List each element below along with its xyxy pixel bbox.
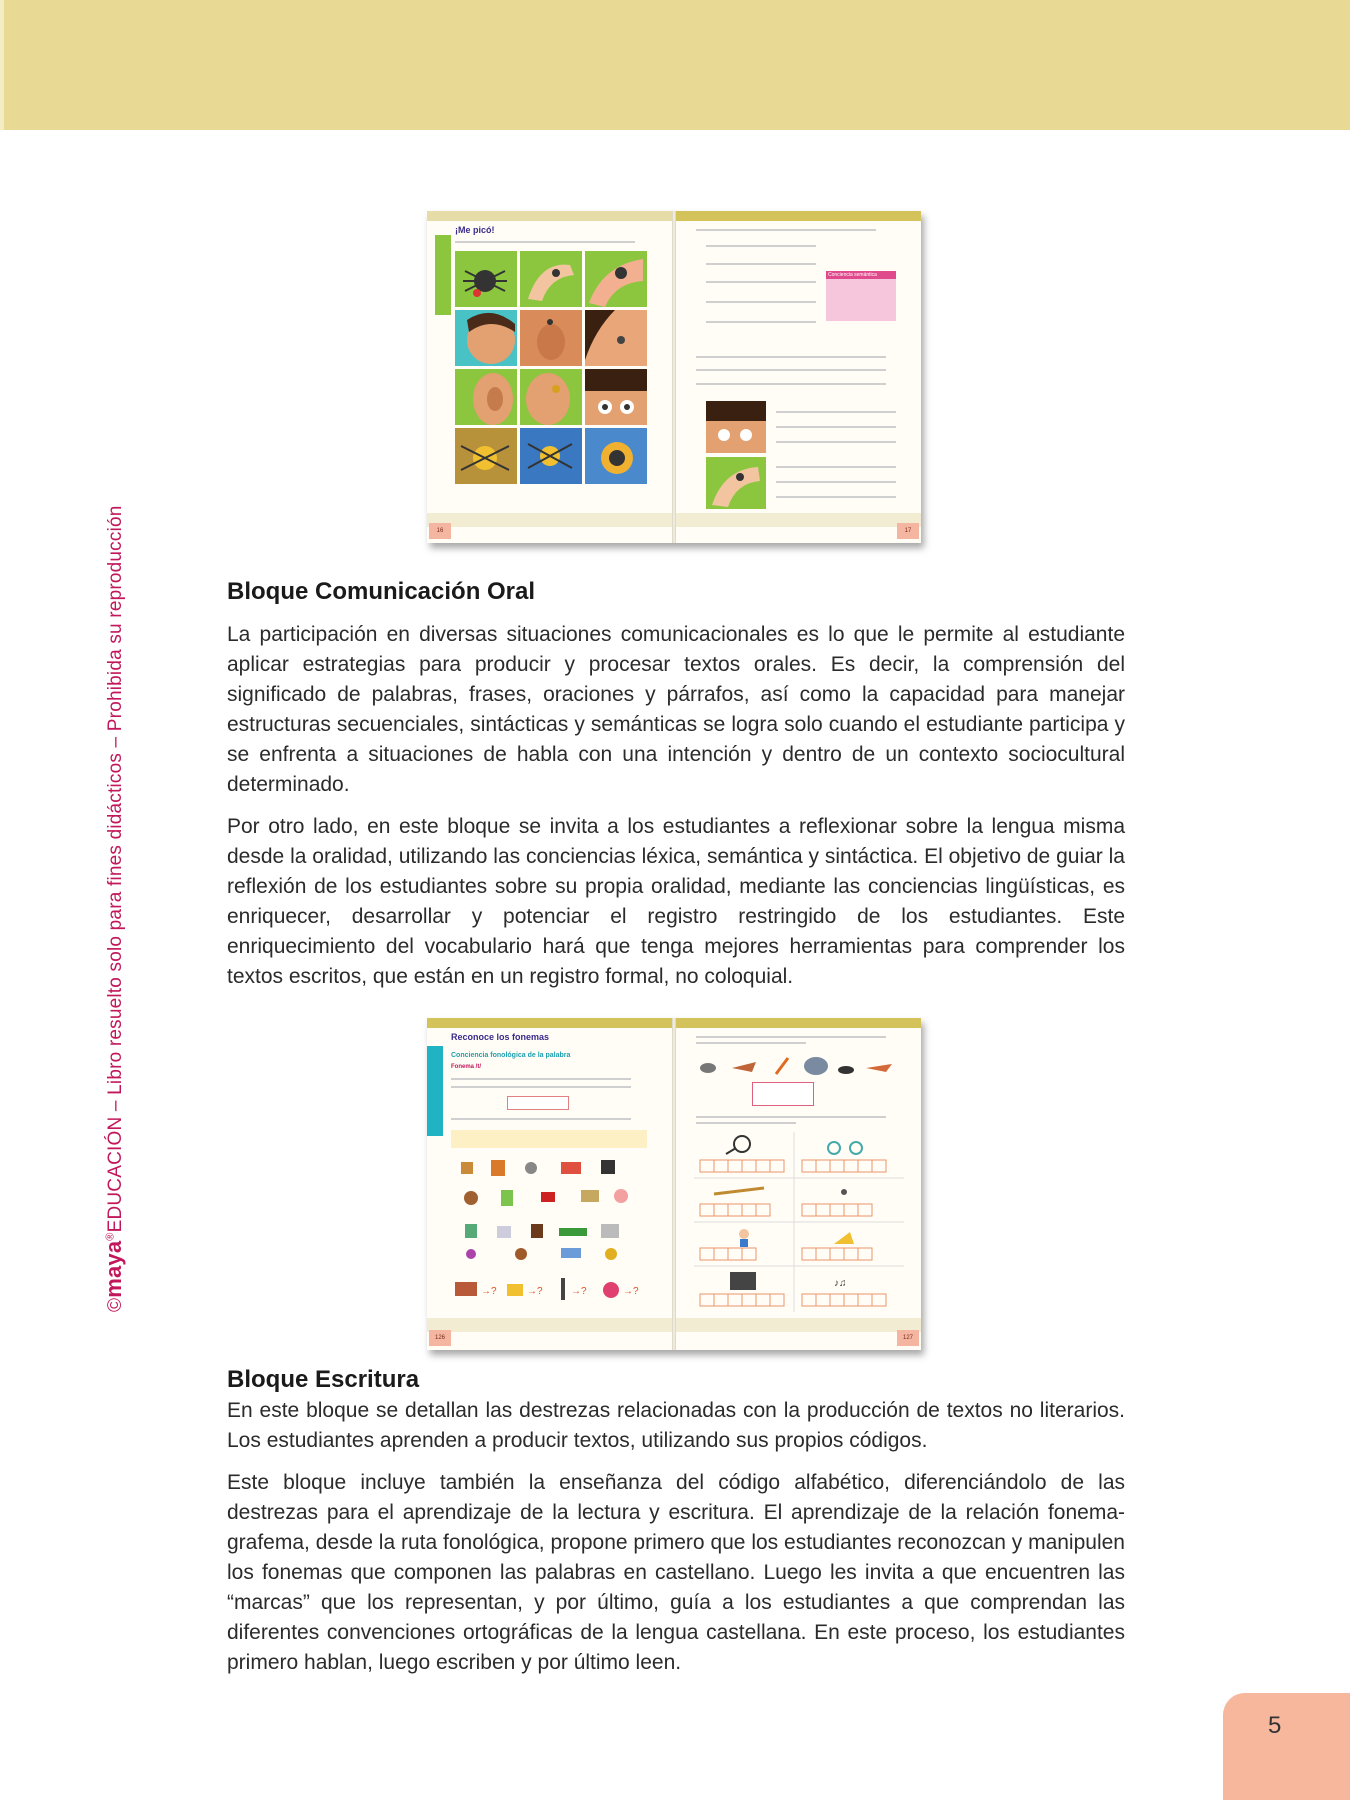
svg-text:→?: →?	[527, 1286, 543, 1297]
animals-illustration	[696, 1054, 896, 1078]
spider-on-hand-illustration	[585, 251, 647, 307]
spider-illustration	[455, 251, 517, 307]
objects-illustration	[451, 1154, 647, 1264]
spread-right-page	[676, 1018, 921, 1350]
ear-spider-illustration	[520, 369, 582, 425]
svg-text:→?: →?	[623, 1286, 639, 1297]
writing-grid	[694, 1132, 904, 1312]
spread-page-number-left: 16	[429, 523, 451, 539]
svg-text:→?: →?	[571, 1286, 587, 1297]
spread-right-page	[676, 211, 921, 543]
spread-page-number-right: 127	[897, 1330, 919, 1346]
registered-mark: ®	[104, 1232, 117, 1241]
spread-page-number-right: 17	[897, 523, 919, 539]
section-side-tab	[427, 1046, 443, 1136]
page-number: 5	[1268, 1712, 1282, 1739]
spread-subtitle: Conciencia fonológica de la palabra	[451, 1052, 571, 1059]
boy-face-illustration	[706, 401, 766, 453]
page-number-tab	[1223, 1693, 1350, 1800]
phoneme-row-illustration	[451, 1274, 647, 1304]
ear-illustration	[455, 369, 517, 425]
boy-eyes-illustration	[585, 369, 647, 425]
svg-text:→?: →?	[481, 1286, 497, 1297]
section-side-tab	[435, 235, 451, 315]
paragraph-escritura-2: Este bloque incluye también la enseñanza del código alfabético, diferenciándolo de las destrezas para el aprendizaje de la lectura y escritura. El aprendizaje de la relación fonema-grafema, desde la ruta fonológica, propone primero que los estudiantes reconozcan y manipulen los fonemas que componen las palabras en castellano. Luego les invita a que encuentren las “marcas” que los representan, y por último, guía a los estudiantes a que comprendan las diferentes convenciones ortográficas de la lengua castellana. En este proceso, los estudiantes primero hablan, luego escriben y por último leen.	[227, 1471, 1125, 1674]
nose-illustration	[520, 310, 582, 366]
svg-text:♪♫: ♪♫	[834, 1278, 847, 1289]
big-spider-illustration	[585, 428, 647, 484]
section-heading-escritura: Bloque Escritura	[227, 1366, 420, 1393]
paragraph-oral-2: Por otro lado, en este bloque se invita a los estudiantes a reflexionar sobre la lengua misma desde la oralidad, utilizando las conciencias léxica, semántica y sintáctica. El objetivo de guiar la reflexión de los estudiantes sobre su propia oralidad, mediante las conciencias lingüísticas, es enriquecer, desarrollar y potenciar el registro restringido de los estudiantes. Este enriquecimiento del vocabulario hará que tenga mejores herramientas para comprender los textos escritos, que están en un registro formal, no coloquial.	[227, 815, 1125, 988]
callout-title: Conciencia semántica	[826, 271, 896, 279]
header-band	[0, 0, 1350, 130]
spread-title: Reconoce los fonemas	[451, 1032, 550, 1042]
book-spread-escritura	[427, 1018, 921, 1350]
spread-phoneme: Fonema /t/	[451, 1064, 482, 1070]
hand-illustration	[520, 251, 582, 307]
brand-logo-text: maya	[101, 1240, 126, 1298]
paragraph-oral-1: La participación en diversas situaciones comunicacionales es lo que le permite al estudiante aplicar estrategias para producir y procesar textos orales. Es decir, la comprensión del significado de palabras, frases, oraciones y párrafos, así como la capacidad para manejar estructuras secuenciales, sintácticas y semánticas se logra solo cuando el estudiante participa y se enfrenta a situaciones de habla con una intención y dentro de un contexto sociocultural determinado.	[227, 623, 1125, 796]
yellow-spider-illustration	[455, 428, 517, 484]
section-heading-oral: Bloque Comunicación Oral	[227, 578, 536, 605]
book-spread-oral	[427, 211, 921, 543]
copyright-symbol: ©	[105, 1297, 126, 1312]
hand-spider-illustration	[706, 457, 766, 509]
copyright-text: EDUCACIÓN – Libro resuelto solo para fines didácticos – Prohibida su reproducción	[105, 505, 126, 1233]
paragraph-escritura-1: En este bloque se detallan las destrezas relacionadas con la producción de textos no literarios. Los estudiantes aprenden a producir textos, utilizando sus propios códigos.	[227, 1399, 1125, 1452]
copyright-notice	[101, 505, 127, 1312]
cheek-illustration	[585, 310, 647, 366]
callout-box	[826, 271, 896, 321]
face-illustration	[455, 310, 517, 366]
spread-left-page	[427, 211, 672, 543]
spread-page-number-left: 126	[429, 1330, 451, 1346]
spider-web-illustration	[520, 428, 582, 484]
spread-title: ¡Me picó!	[455, 225, 495, 235]
spread-left-page	[427, 1018, 672, 1350]
